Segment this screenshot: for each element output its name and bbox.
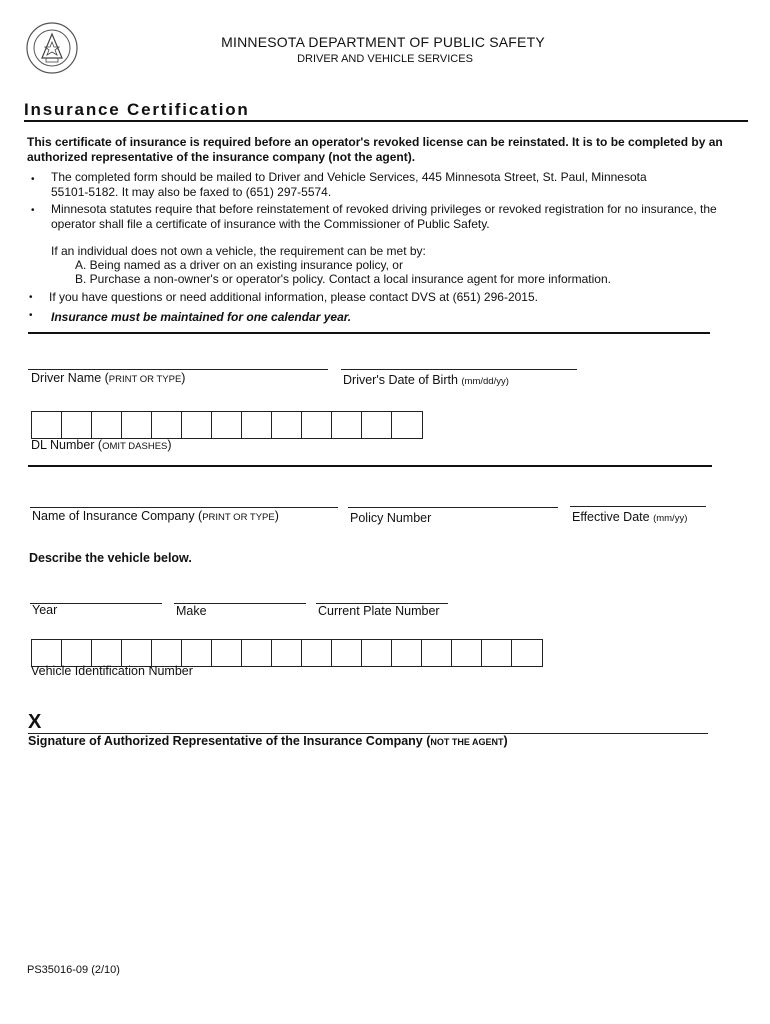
signature-mark: X <box>28 711 42 733</box>
insurance-company-label: Name of Insurance Company (PRINT OR TYPE) <box>32 509 279 523</box>
vin-label: Vehicle Identification Number <box>31 664 193 678</box>
signature-label: Signature of Authorized Representative of the Insurance Company (NOT THE AGENT) <box>28 734 508 748</box>
policy-number-label: Policy Number <box>350 511 432 525</box>
page-title: Insurance Certification <box>24 100 250 119</box>
bullet-dot: • <box>31 205 35 216</box>
bullet-dot: • <box>29 292 33 303</box>
effective-date-label: Effective Date (mm/yy) <box>572 510 688 524</box>
dl-number-boxes[interactable] <box>31 411 423 439</box>
vehicle-heading: Describe the vehicle below. <box>29 551 192 565</box>
maintain-note: Insurance must be maintained for one calendar year. <box>51 310 352 324</box>
insurance-company-line[interactable] <box>30 507 338 508</box>
form-code: PS35016-09 (2/10) <box>27 964 120 976</box>
title-divider <box>24 120 748 122</box>
option-b: B. Purchase a non-owner's or operator's policy. Contact a local insurance agent for more information. <box>75 272 611 286</box>
year-label: Year <box>32 603 58 617</box>
mail-instructions: The completed form should be mailed to Driver and Vehicle Services, 445 Minnesota Street, St. Paul, Minnesota 55101-5182. It may also be faxed to (651) 297-5574. <box>51 170 647 199</box>
plate-label: Current Plate Number <box>318 604 440 618</box>
bullet-dot: • <box>31 174 35 185</box>
effective-date-line[interactable] <box>570 506 706 507</box>
statute-text: Minnesota statutes require that before reinstatement of revoked driving privileges or revoked registration for no insurance, the operator shall file a certificate of insurance with the Commissioner of Public Safety. <box>51 202 717 231</box>
section-divider <box>28 332 710 334</box>
option-a: A. Being named as a driver on an existing insurance policy, or <box>75 258 403 272</box>
dob-label: Driver's Date of Birth (mm/dd/yy) <box>343 373 509 387</box>
dob-line[interactable] <box>341 369 577 370</box>
no-vehicle-text: If an individual does not own a vehicle, the requirement can be met by: <box>51 244 426 258</box>
dl-number-label: DL Number (OMIT DASHES) <box>31 438 172 452</box>
division-name: DRIVER AND VEHICLE SERVICES <box>297 53 473 65</box>
bullet-dot: • <box>29 310 33 321</box>
driver-name-label: Driver Name (PRINT OR TYPE) <box>31 371 186 385</box>
vin-boxes[interactable] <box>31 639 543 667</box>
intro-text: This certificate of insurance is required before an operator's revoked license can be reinstated. It is to be completed by an authorized representative of the insurance company (not the agent). <box>27 135 723 164</box>
make-label: Make <box>176 604 207 618</box>
policy-number-line[interactable] <box>348 507 558 508</box>
questions-text: If you have questions or need additional information, please contact DVS at (651) 296-2015. <box>49 290 538 304</box>
driver-name-line[interactable] <box>28 369 328 370</box>
section-divider <box>28 465 712 467</box>
agency-name: MINNESOTA DEPARTMENT OF PUBLIC SAFETY <box>221 34 545 50</box>
